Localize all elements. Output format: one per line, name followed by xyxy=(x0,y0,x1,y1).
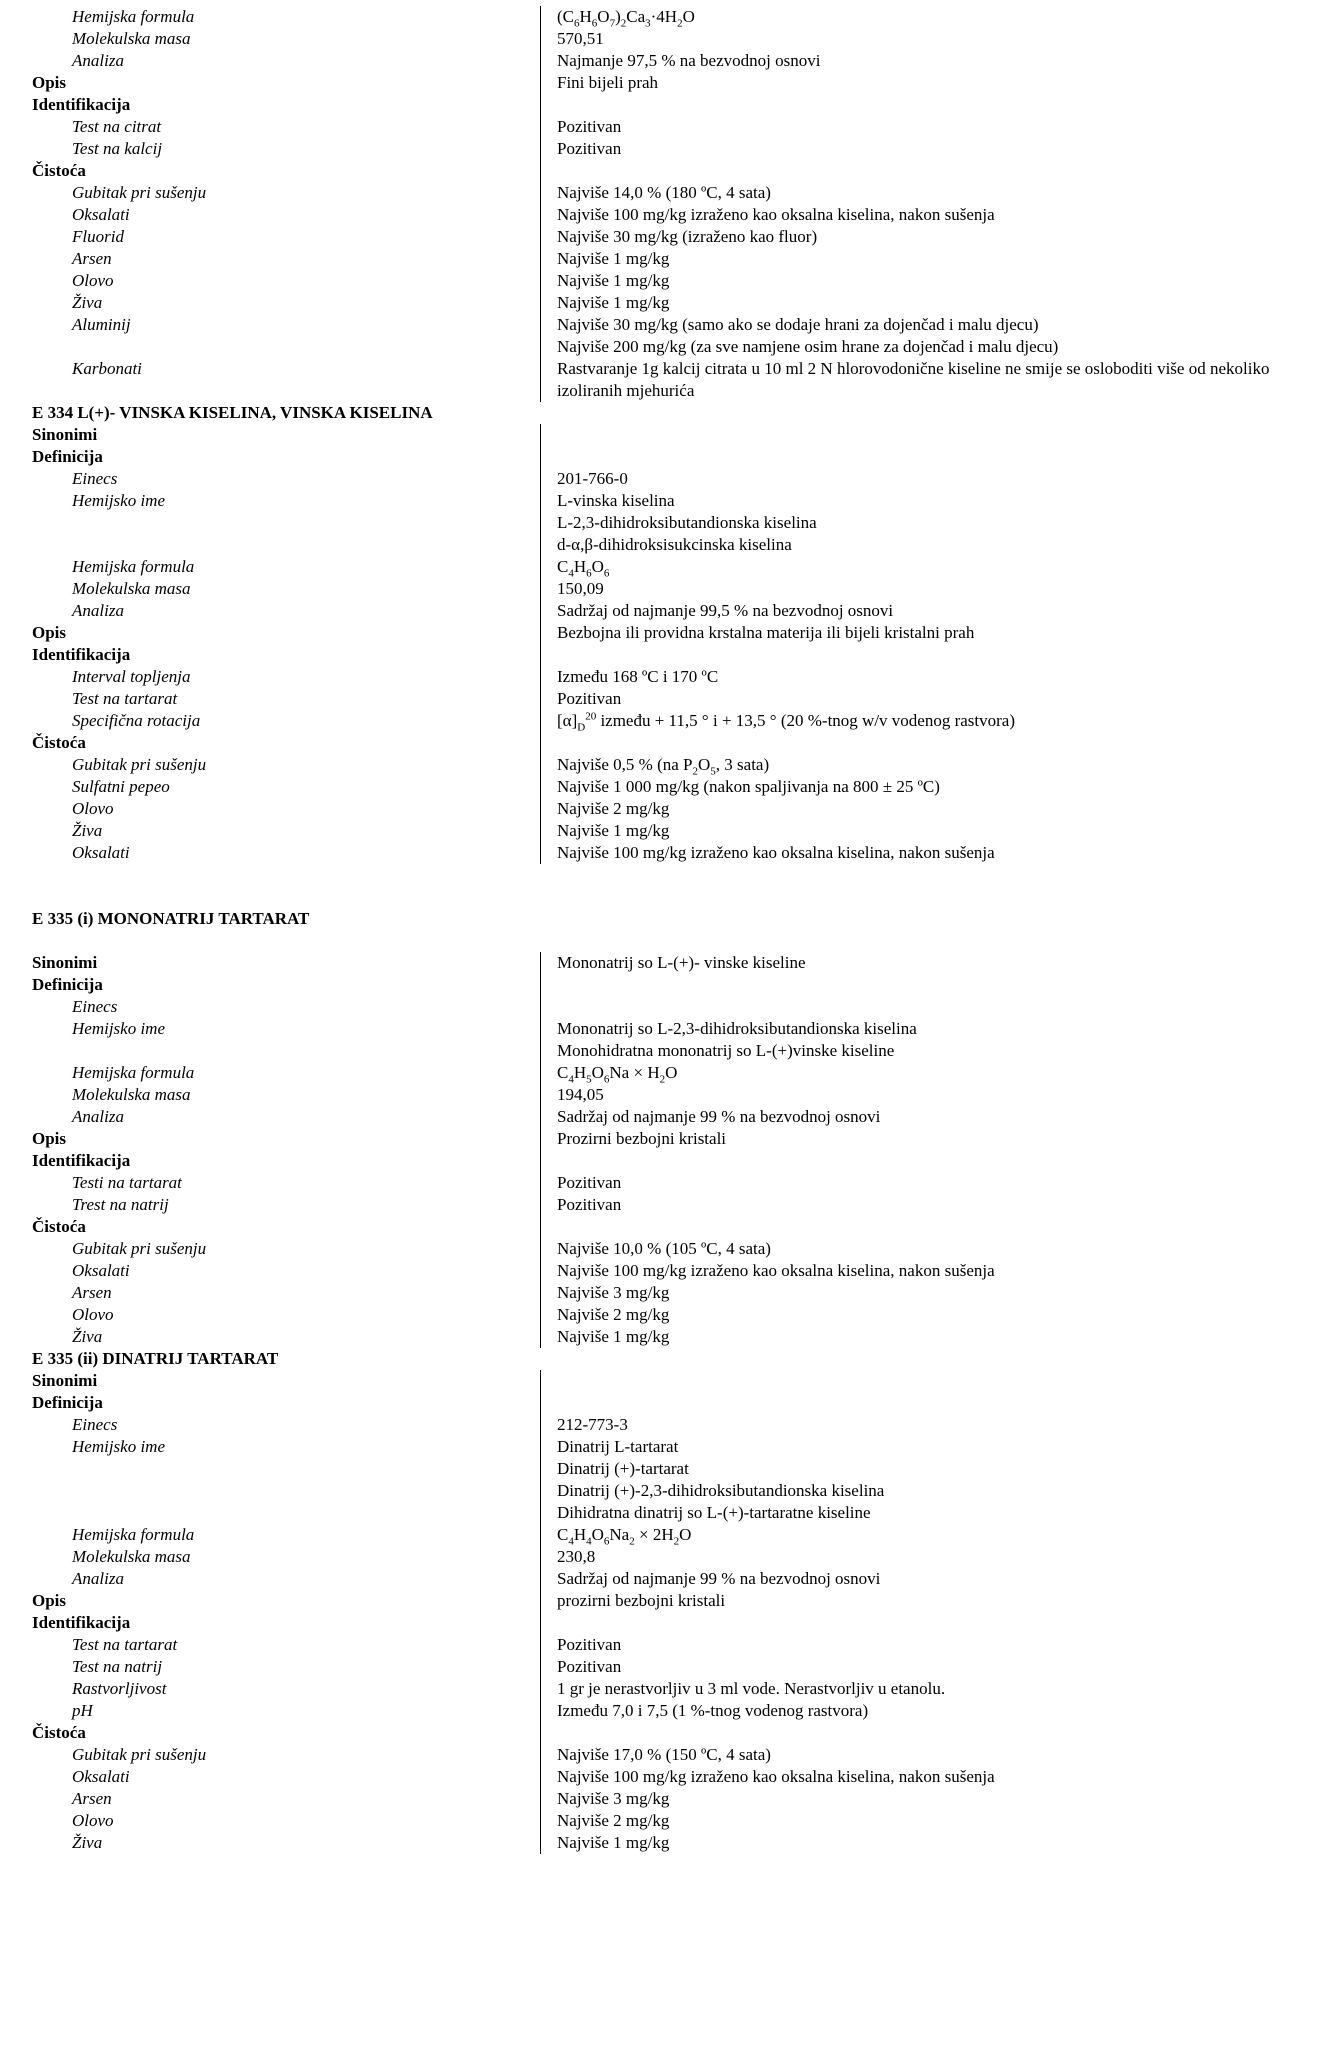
property-label: Einecs xyxy=(72,469,118,488)
property-label: Molekulska masa xyxy=(72,579,191,598)
property-value: Najviše 14,0 % (180 ºC, 4 sata) xyxy=(557,183,771,202)
property-value: $C_4H_4O_6Na_2 \times 2H_2O$ xyxy=(557,1525,692,1548)
property-value: Najviše 3 mg/kg xyxy=(557,1789,670,1808)
property-value: Rastvaranje 1g kalcij citrata u 10 ml 2 N hlorovodonične kiseline ne smije se osloboditi više od nekoliko izoliranih mjehurića xyxy=(557,359,1270,400)
property-label: Olovo xyxy=(72,1305,114,1324)
property-label: Hemijska formula xyxy=(72,557,195,576)
property-value: Najviše 1 mg/kg xyxy=(557,821,670,840)
property-value: $[\alpha]_D^{20}$ između + 11,5 ° i + 13,5 ° (20 %-tnog w/v vodenog rastvora) xyxy=(557,710,1016,734)
spec-row xyxy=(32,732,1312,754)
spec-row xyxy=(32,512,1312,534)
property-value: Dihidratna dinatrij so L-(+)-tartaratne kiseline xyxy=(557,1503,871,1522)
property-label: Testi na tartarat xyxy=(72,1173,182,1192)
property-value: Sadržaj od najmanje 99,5 % na bezvodnoj osnovi xyxy=(557,601,894,620)
spec-row xyxy=(32,820,1312,842)
spec-row xyxy=(32,534,1312,556)
specification-document xyxy=(32,6,1312,1854)
property-label: Arsen xyxy=(72,1789,112,1808)
property-value: 201-766-0 xyxy=(557,469,628,488)
spec-row xyxy=(32,952,1312,974)
property-label: Živa xyxy=(72,1327,103,1346)
spec-row xyxy=(32,1832,1312,1854)
spec-row xyxy=(32,842,1312,864)
property-label: Gubitak pri sušenju xyxy=(72,1745,207,1764)
property-value: Mononatrij so L-2,3-dihidroksibutandionska kiselina xyxy=(557,1019,917,1038)
spec-row xyxy=(32,556,1312,578)
spec-row xyxy=(32,1788,1312,1810)
property-value: L-vinska kiselina xyxy=(557,491,675,510)
property-label: Živa xyxy=(72,293,103,312)
property-label: Test na kalcij xyxy=(72,139,163,158)
property-value: prozirni bezbojni kristali xyxy=(557,1591,726,1610)
section-heading: Identifikacija xyxy=(32,645,131,664)
property-value: 150,09 xyxy=(557,579,604,598)
property-value: Pozitivan xyxy=(557,139,622,158)
spec-row xyxy=(32,468,1312,490)
spec-row xyxy=(32,1612,1312,1634)
spec-row xyxy=(32,292,1312,314)
spec-row xyxy=(32,248,1312,270)
property-value: Najviše 1 mg/kg xyxy=(557,293,670,312)
property-value: Najviše 1 mg/kg xyxy=(557,271,670,290)
property-value: Najviše 100 mg/kg izraženo kao oksalna kiselina, nakon sušenja xyxy=(557,1261,995,1280)
property-value: Pozitivan xyxy=(557,689,622,708)
property-value: Najviše 2 mg/kg xyxy=(557,1305,670,1324)
spec-row xyxy=(32,6,1312,28)
property-label: Molekulska masa xyxy=(72,1547,191,1566)
property-label: Analiza xyxy=(72,1569,124,1588)
property-value: Pozitivan xyxy=(557,1173,622,1192)
property-label: Karbonati xyxy=(72,359,142,378)
spec-row xyxy=(32,204,1312,226)
property-value: Najviše 17,0 % (150 ºC, 4 sata) xyxy=(557,1745,771,1764)
section-title: E 335 (ii) DINATRIJ TARTARAT xyxy=(32,1349,279,1368)
spec-row xyxy=(32,600,1312,622)
property-value: Sadržaj od najmanje 99 % na bezvodnoj osnovi xyxy=(557,1569,881,1588)
spec-row xyxy=(32,1414,1312,1436)
section-title-row xyxy=(32,908,1312,930)
property-label: Arsen xyxy=(72,249,112,268)
property-value: Najviše 0,5 % (na $P_2O_5$, 3 sata) xyxy=(557,755,770,778)
property-label: Olovo xyxy=(72,799,114,818)
section-heading: Sinonimi xyxy=(32,1371,98,1390)
property-value: Najviše 200 mg/kg (za sve namjene osim hrane za dojenčad i malu djecu) xyxy=(557,337,1059,356)
spec-row xyxy=(32,622,1312,644)
property-label: Olovo xyxy=(72,271,114,290)
property-label: Test na citrat xyxy=(72,117,162,136)
property-label: Specifična rotacija xyxy=(72,711,201,730)
property-label: Molekulska masa xyxy=(72,29,191,48)
property-value: 194,05 xyxy=(557,1085,604,1104)
spec-row xyxy=(32,1018,1312,1040)
spec-row xyxy=(32,1150,1312,1172)
spec-row xyxy=(32,1128,1312,1150)
property-value: Fini bijeli prah xyxy=(557,73,659,92)
property-value: Najviše 100 mg/kg izraženo kao oksalna kiselina, nakon sušenja xyxy=(557,1767,995,1786)
property-value: Prozirni bezbojni kristali xyxy=(557,1129,727,1148)
spacer-row xyxy=(32,864,1312,908)
spec-row xyxy=(32,160,1312,182)
spec-row xyxy=(32,314,1312,336)
property-label: Oksalati xyxy=(72,1767,130,1786)
property-label: Trest na natrij xyxy=(72,1195,169,1214)
property-value: Pozitivan xyxy=(557,1195,622,1214)
section-heading: Definicija xyxy=(32,1393,103,1412)
spec-row xyxy=(32,710,1312,732)
property-label: Einecs xyxy=(72,1415,118,1434)
property-label: Oksalati xyxy=(72,205,130,224)
section-heading: Identifikacija xyxy=(32,95,131,114)
property-value: Najviše 30 mg/kg (izraženo kao fluor) xyxy=(557,227,818,246)
property-value: Najviše 1 000 mg/kg (nakon spaljivanja na 800 ± 25 ºC) xyxy=(557,777,940,796)
section-title-row xyxy=(32,1348,1312,1370)
spec-row xyxy=(32,1326,1312,1348)
property-label: Oksalati xyxy=(72,843,130,862)
spec-row xyxy=(32,1568,1312,1590)
section-heading: Čistoća xyxy=(32,733,86,752)
spec-row xyxy=(32,446,1312,468)
section-heading: Sinonimi xyxy=(32,425,98,444)
property-label: Analiza xyxy=(72,51,124,70)
property-value: 1 gr je nerastvorljiv u 3 ml vode. Nerastvorljiv u etanolu. xyxy=(557,1679,946,1698)
property-label: Olovo xyxy=(72,1811,114,1830)
property-value: Mononatrij so L-(+)- vinske kiseline xyxy=(557,953,806,972)
property-label: Živa xyxy=(72,1833,103,1852)
property-label: Hemijsko ime xyxy=(72,1019,166,1038)
section-heading: Opis xyxy=(32,1129,67,1148)
spec-row xyxy=(32,1194,1312,1216)
property-label: Gubitak pri sušenju xyxy=(72,755,207,774)
property-value: 570,51 xyxy=(557,29,604,48)
property-label: Sulfatni pepeo xyxy=(72,777,170,796)
section-title: E 335 (i) MONONATRIJ TARTARAT xyxy=(32,909,310,928)
section-heading: Čistoća xyxy=(32,1723,86,1742)
section-heading: Sinonimi xyxy=(32,953,98,972)
spec-row xyxy=(32,116,1312,138)
spec-row xyxy=(32,1370,1312,1392)
property-label: Gubitak pri sušenju xyxy=(72,183,207,202)
section-title: E 334 L(+)- VINSKA KISELINA, VINSKA KISELINA xyxy=(32,403,433,422)
spec-row xyxy=(32,1744,1312,1766)
property-value: L-2,3-dihidroksibutandionska kiselina xyxy=(557,513,817,532)
property-label: Oksalati xyxy=(72,1261,130,1280)
spec-row xyxy=(32,1700,1312,1722)
spec-row xyxy=(32,182,1312,204)
spec-row xyxy=(32,1590,1312,1612)
spec-row xyxy=(32,1502,1312,1524)
property-value: Pozitivan xyxy=(557,117,622,136)
property-value: Pozitivan xyxy=(557,1635,622,1654)
spec-row xyxy=(32,1172,1312,1194)
property-value: $C_4H_6O_6$ xyxy=(557,557,610,580)
section-heading: Identifikacija xyxy=(32,1613,131,1632)
spec-row xyxy=(32,798,1312,820)
spec-row xyxy=(32,578,1312,600)
section-heading: Opis xyxy=(32,1591,67,1610)
section-heading: Identifikacija xyxy=(32,1151,131,1170)
property-value: Najviše 10,0 % (105 ºC, 4 sata) xyxy=(557,1239,771,1258)
spec-row xyxy=(32,1678,1312,1700)
property-label: Hemijska formula xyxy=(72,1525,195,1544)
spec-row xyxy=(32,754,1312,776)
spec-row xyxy=(32,1810,1312,1832)
property-label: Test na tartarat xyxy=(72,1635,178,1654)
property-value: Najviše 100 mg/kg izraženo kao oksalna kiselina, nakon sušenja xyxy=(557,843,995,862)
property-value: Između 168 ºC i 170 ºC xyxy=(557,667,719,686)
spec-row xyxy=(32,1282,1312,1304)
spec-row xyxy=(32,270,1312,292)
property-label: pH xyxy=(72,1701,93,1720)
spec-row xyxy=(32,50,1312,72)
property-label: Gubitak pri sušenju xyxy=(72,1239,207,1258)
spec-row xyxy=(32,974,1312,996)
spec-row xyxy=(32,138,1312,160)
spec-row xyxy=(32,1084,1312,1106)
spec-row xyxy=(32,1392,1312,1414)
spec-row xyxy=(32,1458,1312,1480)
spec-row xyxy=(32,1634,1312,1656)
property-label: Einecs xyxy=(72,997,118,1016)
spec-row xyxy=(32,72,1312,94)
spec-row xyxy=(32,1304,1312,1326)
property-value: Najviše 100 mg/kg izraženo kao oksalna kiselina, nakon sušenja xyxy=(557,205,995,224)
property-value: Sadržaj od najmanje 99 % na bezvodnoj osnovi xyxy=(557,1107,881,1126)
spec-row xyxy=(32,1062,1312,1084)
spec-row xyxy=(32,1546,1312,1568)
spec-row xyxy=(32,776,1312,798)
spec-row xyxy=(32,490,1312,512)
property-value: Dinatrij L-tartarat xyxy=(557,1437,679,1456)
property-value: Najviše 1 mg/kg xyxy=(557,1833,670,1852)
spec-row xyxy=(32,336,1312,358)
property-value: Monohidratna mononatrij so L-(+)vinske kiseline xyxy=(557,1041,895,1060)
property-value: Najviše 2 mg/kg xyxy=(557,1811,670,1830)
spec-row xyxy=(32,666,1312,688)
property-value: Bezbojna ili providna krstalna materija ili bijeli kristalni prah xyxy=(557,623,975,642)
property-label: Fluorid xyxy=(72,227,124,246)
property-value: 230,8 xyxy=(557,1547,596,1566)
section-heading: Čistoća xyxy=(32,1217,86,1236)
property-value: Najviše 30 mg/kg (samo ako se dodaje hrani za dojenčad i malu djecu) xyxy=(557,315,1039,334)
spec-row xyxy=(32,996,1312,1018)
property-label: Arsen xyxy=(72,1283,112,1302)
property-label: Hemijsko ime xyxy=(72,1437,166,1456)
section-heading: Definicija xyxy=(32,975,103,994)
property-label: Hemijska formula xyxy=(72,7,195,26)
spec-row xyxy=(32,1480,1312,1502)
spacer-row xyxy=(32,930,1312,952)
spec-row xyxy=(32,644,1312,666)
property-label: Živa xyxy=(72,821,103,840)
spec-row xyxy=(32,1722,1312,1744)
property-label: Hemijsko ime xyxy=(72,491,166,510)
section-heading: Čistoća xyxy=(32,161,86,180)
spec-row xyxy=(32,1216,1312,1238)
property-label: Test na natrij xyxy=(72,1657,163,1676)
property-value: $C_4H_5O_6Na \times H_2O$ xyxy=(557,1063,678,1086)
spec-row xyxy=(32,28,1312,50)
property-value: d-α,β-dihidroksisukcinska kiselina xyxy=(557,535,792,554)
property-label: Molekulska masa xyxy=(72,1085,191,1104)
spec-row xyxy=(32,358,1312,402)
spec-row xyxy=(32,1656,1312,1678)
spec-row xyxy=(32,424,1312,446)
property-label: Hemijska formula xyxy=(72,1063,195,1082)
property-label: Test na tartarat xyxy=(72,689,178,708)
property-value: 212-773-3 xyxy=(557,1415,628,1434)
section-title-row xyxy=(32,402,1312,424)
spec-row xyxy=(32,1766,1312,1788)
spec-row xyxy=(32,94,1312,116)
property-value: Najviše 1 mg/kg xyxy=(557,249,670,268)
property-value: Dinatrij (+)-tartarat xyxy=(557,1459,689,1478)
section-heading: Definicija xyxy=(32,447,103,466)
property-value: Najmanje 97,5 % na bezvodnoj osnovi xyxy=(557,51,821,70)
spec-row xyxy=(32,1238,1312,1260)
spec-row xyxy=(32,1040,1312,1062)
property-label: Analiza xyxy=(72,1107,124,1126)
property-value: Najviše 3 mg/kg xyxy=(557,1283,670,1302)
property-label: Aluminij xyxy=(72,315,131,334)
spec-row xyxy=(32,226,1312,248)
spec-row xyxy=(32,1106,1312,1128)
property-value: Najviše 1 mg/kg xyxy=(557,1327,670,1346)
property-label: Interval topljenja xyxy=(72,667,191,686)
property-label: Analiza xyxy=(72,601,124,620)
property-value: Pozitivan xyxy=(557,1657,622,1676)
property-value: $(C_6H_6O_7)_2Ca_3\cdot 4H_2O$ xyxy=(557,7,695,30)
property-value: Između 7,0 i 7,5 (1 %-tnog vodenog rastvora) xyxy=(557,1701,869,1720)
section-heading: Opis xyxy=(32,623,67,642)
property-label: Rastvorljivost xyxy=(72,1679,167,1698)
property-value: Najviše 2 mg/kg xyxy=(557,799,670,818)
spec-row xyxy=(32,1436,1312,1458)
property-value: Dinatrij (+)-2,3-dihidroksibutandionska kiselina xyxy=(557,1481,885,1500)
spec-row xyxy=(32,688,1312,710)
spec-row xyxy=(32,1524,1312,1546)
spec-row xyxy=(32,1260,1312,1282)
section-heading: Opis xyxy=(32,73,67,92)
